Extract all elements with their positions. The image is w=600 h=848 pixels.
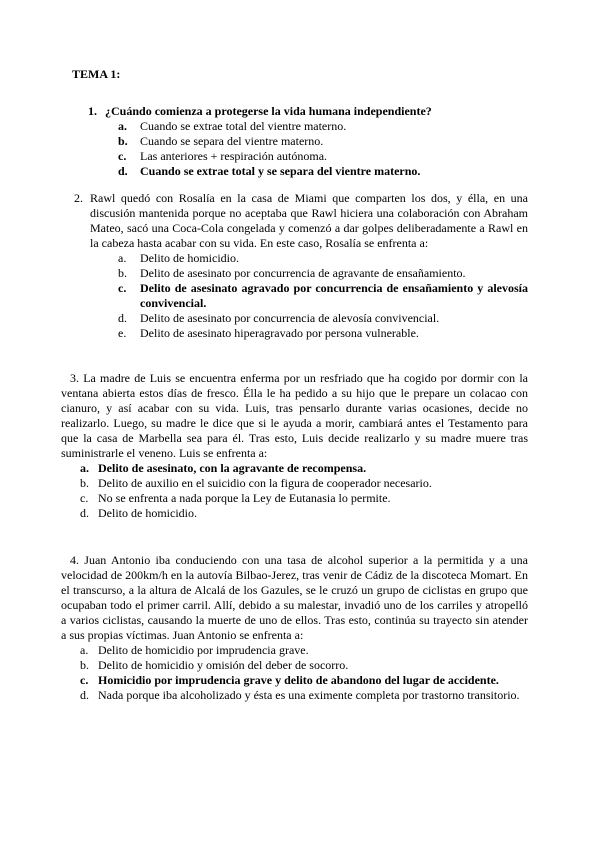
option-text: Delito de asesinato, con la agravante de recompensa. xyxy=(98,461,367,475)
question-1-heading xyxy=(88,104,528,119)
option-text: Cuando se separa del vientre materno. xyxy=(140,134,324,148)
answer-option xyxy=(118,266,528,281)
option-text: Cuando se extrae total del vientre materno. xyxy=(140,119,347,133)
answer-option xyxy=(118,134,528,149)
question-2 xyxy=(74,191,528,341)
question-number: 3. xyxy=(70,371,79,385)
answer-option xyxy=(118,326,528,341)
option-text: Delito de homicidio. xyxy=(98,506,197,520)
option-text: Homicidio por imprudencia grave y delito de abandono del lugar de accidente. xyxy=(98,673,499,687)
option-letter: b. xyxy=(80,476,89,490)
question-number: 1. xyxy=(88,104,97,118)
option-letter: d. xyxy=(118,164,128,178)
option-letter: a. xyxy=(118,251,127,265)
question-4-options xyxy=(80,643,528,703)
option-letter: a. xyxy=(80,461,89,475)
answer-option xyxy=(80,476,528,491)
option-letter: c. xyxy=(118,149,127,163)
question-3-options xyxy=(80,461,528,521)
option-text: No se enfrenta a nada porque la Ley de Eutanasia lo permite. xyxy=(98,491,391,505)
question-text: ¿Cuándo comienza a protegerse la vida humana independiente? xyxy=(105,104,432,118)
answer-option xyxy=(80,491,528,506)
question-2-options xyxy=(118,251,528,341)
question-number: 4. xyxy=(70,553,79,567)
option-text: Nada porque iba alcoholizado y ésta es una eximente completa por trastorno transitorio. xyxy=(98,688,520,702)
answer-option xyxy=(118,149,528,164)
option-letter: d. xyxy=(80,688,89,702)
option-letter: d. xyxy=(118,311,127,325)
answer-option-correct xyxy=(80,673,528,688)
option-text: Delito de homicidio y omisión del deber de socorro. xyxy=(98,658,349,672)
option-letter: a. xyxy=(80,643,89,657)
option-text: Delito de asesinato por concurrencia de alevosía convivencial. xyxy=(140,311,440,325)
answer-option xyxy=(80,658,528,673)
answer-option xyxy=(118,311,528,326)
option-letter: c. xyxy=(118,281,127,295)
answer-option-correct xyxy=(80,461,528,476)
option-letter: b. xyxy=(118,266,127,280)
option-text: Delito de homicidio. xyxy=(140,251,239,265)
option-text: Cuando se extrae total y se separa del vientre materno. xyxy=(140,164,421,178)
question-text: Rawl quedó con Rosalía en la casa de Miami que comparten los dos, y élla, en una discusión mantenida porque no aceptaba que Rawl hiciera una colaboración con Abraham Mateo, sacó una Coca-Cola congelada y comenzó a dar golpes deliberadamente a Rawl en la cabeza hasta acabar con su vida. En este caso, Rosalía se enfrenta a: xyxy=(90,191,528,250)
option-text: Las anteriores + respiración autónoma. xyxy=(140,149,328,163)
option-text: Delito de homicidio por imprudencia grave. xyxy=(98,643,309,657)
option-text: Delito de asesinato por concurrencia de agravante de ensañamiento. xyxy=(140,266,466,280)
answer-option-correct xyxy=(118,281,528,311)
answer-option xyxy=(118,119,528,134)
answer-option xyxy=(80,506,528,521)
option-letter: e. xyxy=(118,326,127,340)
option-letter: c. xyxy=(80,491,89,505)
option-letter: a. xyxy=(118,119,127,133)
question-3-text xyxy=(61,371,528,461)
answer-option xyxy=(80,643,528,658)
question-4-text xyxy=(61,553,528,643)
question-text: Juan Antonio iba conduciendo con una tasa de alcohol superior a la permitida y a una velocidad de 200km/h en la autovía Bilbao-Jerez, tras venir de Cádiz de la discoteca Momart. En el transcurso, a la altura de Alcalá de los Gazules, se le cruzó un grupo de ciclistas en grupo que ocupaban todo el primer carril. Allí, debido a su malestar, invadió uno de los carriles y atropelló a varios ciclistas, causando la muerte de uno de ellos. Tras esto, continúa su trayecto sin atender a sus propias víctimas. Juan Antonio se enfrenta a: xyxy=(61,553,528,642)
answer-option-correct xyxy=(118,164,528,179)
option-letter: b. xyxy=(80,658,89,672)
question-number: 2. xyxy=(74,191,83,205)
question-text: La madre de Luis se encuentra enferma por un resfriado que ha cogido por dormir con la ventana abierta estos días de fresco. Élla le ha pedido a su hijo que le prepare un colacao con cianuro, y así acabar con su vida. Luis, tras pensarlo durante varias ocasiones, decide no realizarlo. Luego, su madre le dice que si le ayuda a morir, cambiará antes el Testamento para que la casa de Marbella sea para él. Tras esto, Luis decide realizarlo y su madre muere tras suministrarle el veneno. Luis se enfrenta a: xyxy=(61,371,528,460)
answer-option xyxy=(80,688,528,703)
option-letter: b. xyxy=(118,134,128,148)
page-title: TEMA 1: xyxy=(72,67,121,81)
option-text: Delito de asesinato agravado por concurrencia de ensañamiento y alevosía convivencial. xyxy=(140,281,528,310)
option-letter: c. xyxy=(80,673,89,687)
option-text: Delito de auxilio en el suicidio con la figura de cooperador necesario. xyxy=(98,476,432,490)
question-2-heading xyxy=(74,191,528,251)
option-text: Delito de asesinato hiperagravado por persona vulnerable. xyxy=(140,326,419,340)
option-letter: d. xyxy=(80,506,89,520)
question-1-options xyxy=(118,119,528,179)
answer-option xyxy=(118,251,528,266)
question-1 xyxy=(88,104,528,179)
